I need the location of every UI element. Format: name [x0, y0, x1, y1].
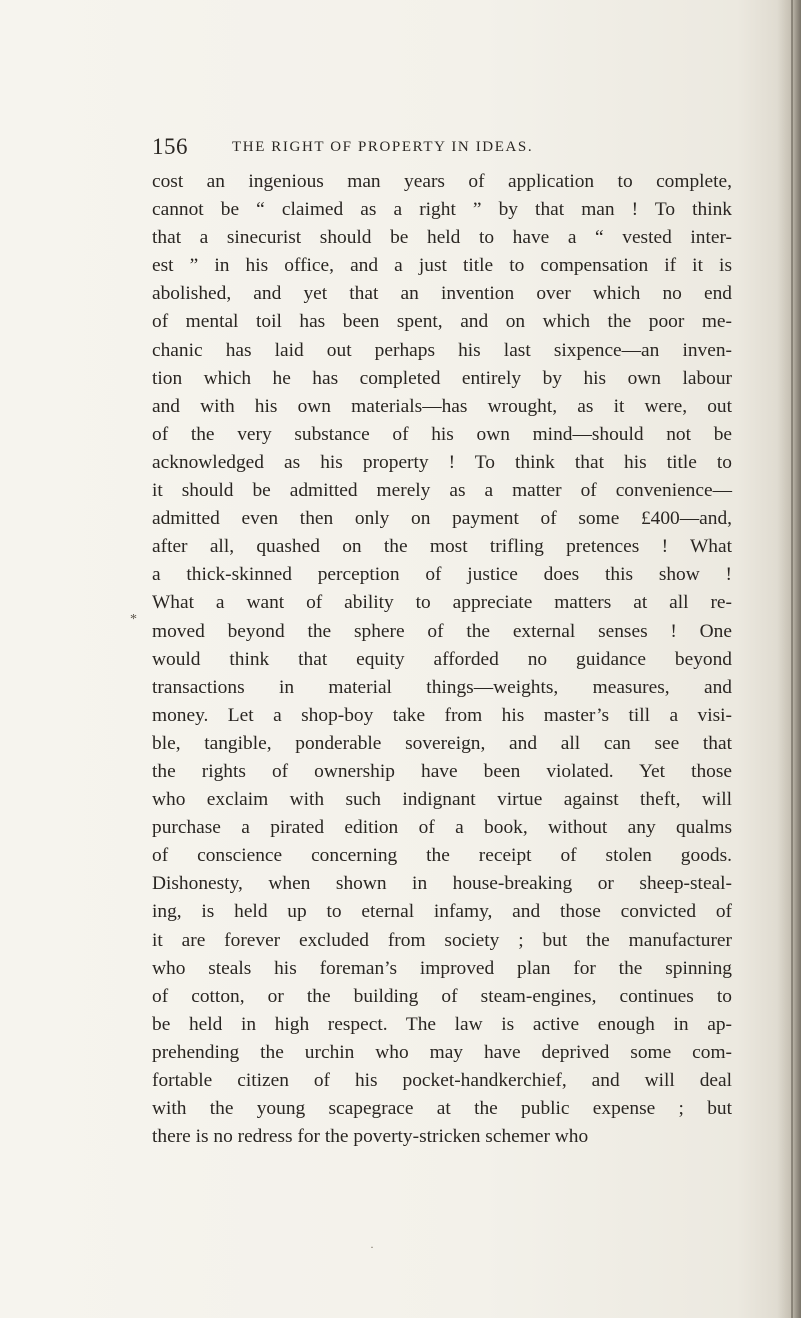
- text-line: of cotton, or the building of steam-engines, continues to: [152, 985, 732, 1007]
- text-line: a thick-skinned perception of justice does this show !: [152, 564, 732, 586]
- text-line: fortable citizen of his pocket-handkerchief, and will deal: [152, 1070, 732, 1091]
- text-line: after all, quashed on the most trifling pretences ! What: [152, 536, 732, 558]
- text-line: tion which he has completed entirely by his own labour: [152, 367, 732, 389]
- text-line: would think that equity afforded no guidance beyond: [152, 648, 732, 670]
- text-line: who steals his foreman’s improved plan for the spinning: [152, 957, 732, 979]
- bottom-mark: ·: [370, 1240, 374, 1254]
- text-line: moved beyond the sphere of the external senses ! One: [152, 620, 732, 642]
- page-number: 156: [152, 134, 188, 159]
- text-line: prehending the urchin who may have deprived some com-: [152, 1041, 732, 1063]
- text-line: it are forever excluded from society ; but the manufacturer: [152, 929, 732, 951]
- text-line: of mental toil has been spent, and on which the poor me-: [152, 311, 732, 333]
- text-line: be held in high respect. The law is active enough in ap-: [152, 1013, 732, 1035]
- running-head: THE RIGHT OF PROPERTY IN IDEAS.: [232, 139, 534, 155]
- page-edge-shadow: [777, 0, 801, 1318]
- text-line: est ” in his office, and a just title to compensation if it is: [152, 255, 732, 277]
- text-line: What a want of ability to appreciate matters at all re-: [152, 592, 732, 614]
- page-header: [152, 134, 732, 164]
- text-line: purchase a pirated edition of a book, without any qualms: [152, 817, 732, 839]
- text-line: it should be admitted merely as a matter of convenience—: [152, 480, 732, 502]
- text-line: ble, tangible, ponderable sovereign, and all can see that: [152, 732, 732, 754]
- text-line: ing, is held up to eternal infamy, and those convicted of: [152, 901, 732, 923]
- margin-mark: *: [130, 612, 137, 627]
- page-edge-line: [791, 0, 793, 1318]
- text-line: cost an ingenious man years of application to complete,: [152, 171, 732, 192]
- text-line: Dishonesty, when shown in house-breaking or sheep-steal-: [152, 873, 732, 895]
- text-line: of the very substance of his own mind—should not be: [152, 423, 732, 445]
- text-line: admitted even then only on payment of some £400—and,: [152, 508, 732, 530]
- text-line: transactions in material things—weights, measures, and: [152, 676, 732, 698]
- text-line: of conscience concerning the receipt of stolen goods.: [152, 845, 732, 867]
- text-line: cannot be “ claimed as a right ” by that man ! To think: [152, 199, 732, 221]
- text-line: money. Let a shop-boy take from his master’s till a visi-: [152, 704, 732, 726]
- text-line: that a sinecurist should be held to have a “ vested inter-: [152, 227, 732, 249]
- text-line: abolished, and yet that an invention over which no end: [152, 283, 732, 305]
- text-line: and with his own materials—has wrought, as it were, out: [152, 395, 732, 417]
- text-line: who exclaim with such indignant virtue against theft, will: [152, 789, 732, 811]
- body-text: [152, 168, 732, 1151]
- text-line: acknowledged as his property ! To think that his title to: [152, 451, 732, 473]
- text-line: chanic has laid out perhaps his last sixpence—an inven-: [152, 339, 732, 361]
- text-line: the rights of ownership have been violated. Yet those: [152, 760, 732, 782]
- text-line: there is no redress for the poverty-stricken schemer who: [152, 1126, 589, 1148]
- text-line: with the young scapegrace at the public expense ; but: [152, 1098, 732, 1120]
